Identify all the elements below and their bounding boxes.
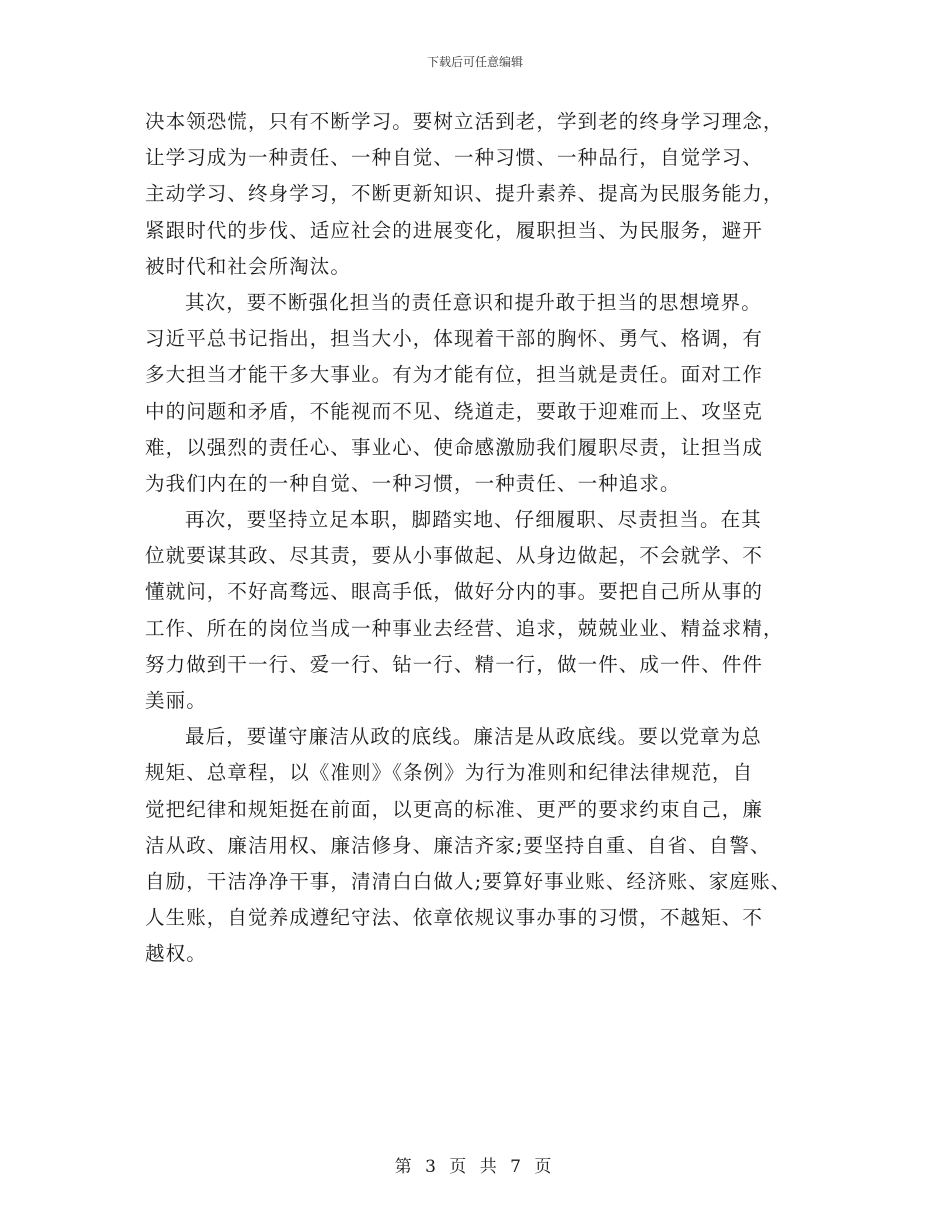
text-line: 自励，干洁净净干事，清清白白做人;要算好事业账、经济账、家庭账、 xyxy=(145,869,792,893)
text-line: 被时代和社会所淘汰。 xyxy=(145,254,352,278)
header-note: 下载后可任意编辑 xyxy=(426,55,523,69)
text-line: 努力做到干一行、爱一行、钻一行、精一行，做一件、成一件、件件 xyxy=(145,652,764,676)
text-line: 洁从政、廉洁用权、廉洁修身、廉洁齐家;要坚持自重、自省、自警、 xyxy=(145,833,771,857)
page-number-footer: 第 3 页 共 7 页 xyxy=(394,1157,556,1177)
text-line: 紧跟时代的步伐、适应社会的进展变化，履职担当、为民服务，避开 xyxy=(145,218,764,242)
text-line: 规矩、总章程，以《准则》《条例》为行为准则和纪律法律规范，自 xyxy=(145,761,754,785)
text-line: 位就要谋其政、尽其责，要从小事做起、从身边做起，不会就学、不 xyxy=(145,544,764,568)
text-line: 难，以强烈的责任心、事业心、使命感激励我们履职尽责，让担当成 xyxy=(145,435,764,459)
body-text xyxy=(145,104,817,973)
text-line: 让学习成为一种责任、一种自觉、一种习惯、一种品行，自觉学习、 xyxy=(145,146,764,170)
text-line: 多大担当才能干多大事业。有为才能有位，担当就是责任。面对工作 xyxy=(145,363,764,387)
text-line: 习近平总书记指出，担当大小，体现着干部的胸怀、勇气、格调，有 xyxy=(145,327,764,351)
paragraph-first-line: 其次，要不断强化担当的责任意识和提升敢于担当的思想境界。 xyxy=(185,290,762,314)
text-line: 为我们内在的一种自觉、一种习惯，一种责任、一种追求。 xyxy=(145,471,681,495)
text-line: 懂就问，不好高骛远、眼高手低，做好分内的事。要把自己所从事的 xyxy=(145,580,764,604)
text-line: 觉把纪律和规矩挺在前面，以更高的标准、更严的要求约束自己，廉 xyxy=(145,797,764,821)
text-line: 人生账，自觉养成遵纪守法、依章依规议事办事的习惯，不越矩、不 xyxy=(145,906,764,930)
paragraph-first-line: 再次，要坚持立足本职，脚踏实地、仔细履职、尽责担当。在其 xyxy=(185,508,762,532)
text-line: 越权。 xyxy=(145,942,207,966)
text-line: 主动学习、终身学习，不断更新知识、提升素养、提高为民服务能力， xyxy=(145,182,784,206)
text-line: 美丽。 xyxy=(145,689,207,712)
paragraph-first-line: 最后，要谨守廉洁从政的底线。廉洁是从政底线。要以党章为总 xyxy=(185,725,762,749)
text-line: 工作、所在的岗位当成一种事业去经营、追求，兢兢业业、精益求精， xyxy=(145,616,784,640)
text-line: 中的问题和矛盾，不能视而不见、绕道走，要敢于迎难而上、攻坚克 xyxy=(145,399,764,423)
text-line: 决本领恐慌，只有不断学习。要树立活到老，学到老的终身学习理念， xyxy=(145,110,784,133)
